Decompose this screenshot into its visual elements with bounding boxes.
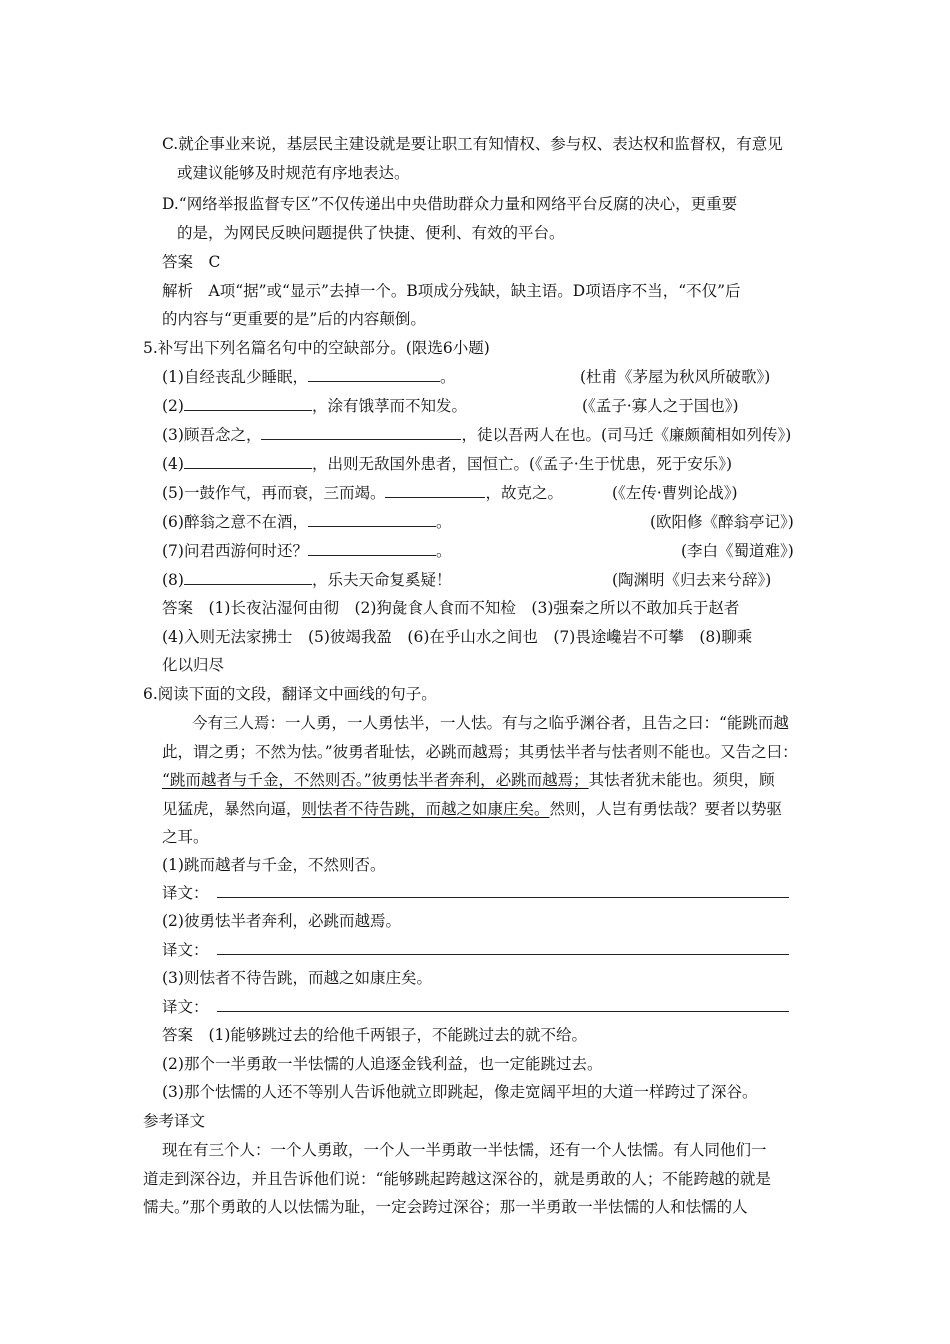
q6-passage-line-4 [162,798,782,820]
q5-item-1 [162,366,455,388]
blank-5[interactable] [385,482,485,498]
q6-passage-line-1: 今有三人焉：一人勇，一人勇怯半，一人怯。有与之临乎渊谷者，且告之曰：“能跳而越 [192,714,789,732]
q5-item-8-post: ，乐夫天命复奚疑！ [311,571,452,589]
option-c-line-2: 或建议能够及时规范有序地表达。 [177,164,410,182]
q5-item-3-post: ，徒以吾两人在也。(司马迁《廉颇蔺相如列传》) [461,426,792,444]
q6-answer-line-2: (2)那个一半勇敢一半怯懦的人追逐金钱利益，也一定能跳过去。 [162,1055,603,1073]
q5-item-4-post: ，出则无敌国外患者，国恒亡。(《孟子·生于忧患，死于安乐》) [311,455,732,473]
q5-title: 5.补写出下列名篇名句中的空缺部分。(限选6小题) [143,339,490,357]
q5-item-7 [162,540,451,562]
q5-item-2-post: ，涂有饿莩而不知发。 [311,397,467,415]
translation-input-2[interactable] [217,940,789,955]
blank-6[interactable] [308,511,436,527]
q4-analysis-line-2: 的内容与“更重要的是”后的内容颠倒。 [162,310,426,328]
q5-item-6 [162,511,451,533]
translation-row-2 [162,939,789,961]
q5-item-2-pre: (2) [162,397,184,415]
q5-item-8-source: (陶渊明《归去来兮辞》) [612,571,772,589]
q6-answer-line-1: 答案 (1)能够跳过去的给他千两银子，不能跳过去的就不给。 [162,1026,587,1044]
passage-line-3-rest: 其怯者犹未能也。须臾，顾 [588,771,775,789]
q5-item-7-pre: (7)问君西游何时还？ [162,542,308,560]
q5-item-4 [162,453,732,475]
translation-input-1[interactable] [217,883,789,898]
translation-label-3: 译文： [162,998,209,1016]
blank-7[interactable] [308,540,436,556]
q5-item-5-source: (《左传·曹刿论战》) [612,484,738,502]
q5-item-1-source: (杜甫《茅屋为秋风所破歌》) [580,368,771,386]
q6-passage-line-5: 之耳。 [162,828,209,846]
q5-item-8-pre: (8) [162,571,184,589]
q5-answer-line-3: 化以归尽 [162,656,225,674]
q5-answer-line-2: (4)入则无法家拂士 (5)彼竭我盈 (6)在乎山水之间也 (7)畏途巉岩不可攀 (8)聊乘 [162,628,753,646]
reference-line-1: 现在有三个人：一个人勇敢，一个人一半勇敢一半怯懦，还有一个人怯懦。有人同他们一 [162,1141,767,1159]
q6-passage-line-2: 此，谓之勇；不然为怯。”彼勇者耻怯，必跳而越焉；其勇怯半者与怯者则不能也。又告之曰： [162,743,798,761]
option-c-line-1: C.就企事业来说，基层民主建设就是要让职工有知情权、参与权、表达权和监督权，有意见 [162,135,783,153]
q5-item-6-post: 。 [435,513,452,531]
q5-item-5-pre: (5)一鼓作气，再而衰，三而竭。 [162,484,386,502]
q6-sentence-1: (1)跳而越者与千金，不然则否。 [162,856,386,874]
q5-item-2 [162,395,467,417]
passage-line-4-rest: 然则，人岂有勇怯哉？要者以势驱 [549,800,783,818]
q5-item-2-source: (《孟子·寡人之于国也》) [582,397,739,415]
q5-item-4-pre: (4) [162,455,184,473]
translation-label-1: 译文： [162,884,209,902]
blank-2[interactable] [184,395,312,411]
q5-item-3 [162,424,791,446]
underlined-sentence-1: “跳而越者与千金，不然则否。” [162,771,372,789]
q6-answer-line-3: (3)那个怯懦的人还不等别人告诉他就立即跳起，像走宽阔平坦的大道一样跨过了深谷。 [162,1083,758,1101]
q5-answer-line-1: 答案 (1)长夜沾湿何由彻 (2)狗彘食人食而不知检 (3)强秦之所以不敢加兵于赵者 [162,599,740,617]
passage-line-4-pre: 见猛虎，暴然向逼， [162,800,302,818]
translation-row-3 [162,996,789,1018]
q5-item-6-pre: (6)醉翁之意不在酒， [162,513,308,531]
q5-item-7-post: 。 [435,542,452,560]
q5-item-7-source: (李白《蜀道难》) [681,542,794,560]
q6-sentence-3: (3)则怯者不待告跳，而越之如康庄矣。 [162,969,432,987]
translation-row-1 [162,882,789,904]
q5-item-1-pre: (1)自经丧乱少睡眠， [162,368,308,386]
reference-translation-title: 参考译文 [143,1112,206,1130]
underlined-sentence-3: 则怯者不待告跳，而越之如康庄矣。 [301,800,550,818]
q4-answer: 答案 C [162,253,221,271]
blank-4[interactable] [184,453,312,469]
q6-sentence-2: (2)彼勇怯半者奔利，必跳而越焉。 [162,912,401,930]
blank-3[interactable] [261,424,461,440]
translation-input-3[interactable] [217,997,789,1012]
q5-item-6-source: (欧阳修《醉翁亭记》) [650,513,794,531]
q6-passage-line-3 [162,769,775,791]
q6-title: 6.阅读下面的文段，翻译文中画线的句子。 [143,685,437,703]
q5-item-1-post: 。 [439,368,456,386]
blank-1[interactable] [308,366,440,382]
underlined-sentence-2: 彼勇怯半者奔利，必跳而越焉； [371,771,589,789]
blank-8[interactable] [184,569,312,585]
q5-item-8 [162,569,451,591]
q5-item-3-pre: (3)顾吾念之， [162,426,262,444]
option-d-line-1: D.“网络举报监督专区”不仅传递出中央借助群众力量和网络平台反腐的决心，更重要 [162,195,738,213]
q4-analysis-line-1: 解析 A项“据”或“显示”去掉一个。B项成分残缺，缺主语。D项语序不当，“不仅”后 [162,282,741,300]
q5-item-5-post: ，故克之。 [485,484,563,502]
q5-item-5 [162,482,563,504]
option-d-line-2: 的是，为网民反映问题提供了快捷、便利、有效的平台。 [177,224,565,242]
reference-line-2: 道走到深谷边，并且告诉他们说：“能够跳起跨越这深谷的，就是勇敢的人；不能跨越的就是 [143,1170,771,1188]
reference-line-3: 懦夫。”那个勇敢的人以怯懦为耻，一定会跨过深谷；那一半勇敢一半怯懦的人和怯懦的人 [143,1198,748,1216]
translation-label-2: 译文： [162,941,209,959]
